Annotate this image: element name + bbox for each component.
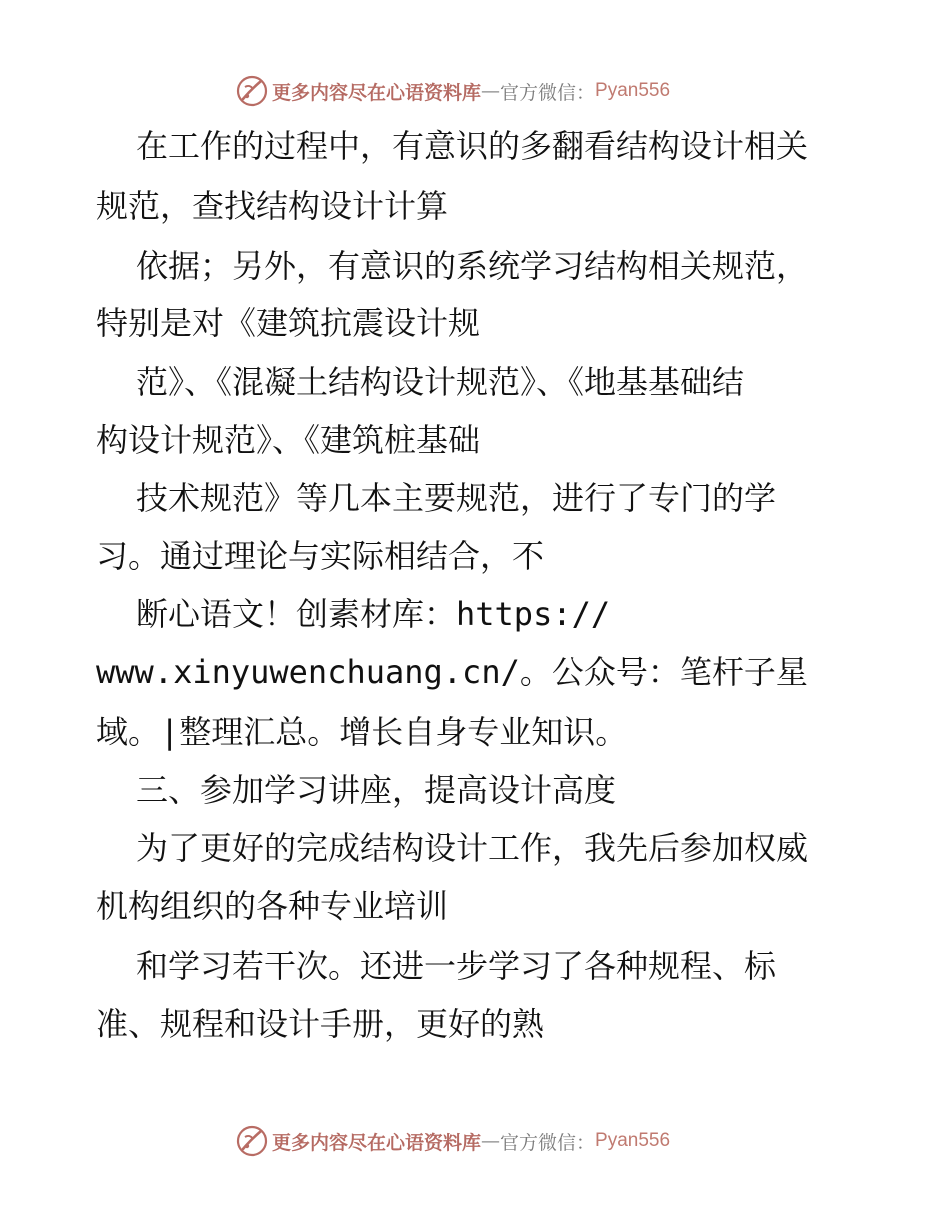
watermark-main-text: 更多内容尽在心语资料库: [272, 81, 482, 104]
watermark-dash: —: [481, 80, 501, 102]
text-line: 依据；另外，有意识的系统学习结构相关规范，: [136, 247, 809, 285]
text-line: 在工作的过程中，有意识的多翻看结构设计相关: [136, 127, 809, 165]
watermark-wechat-label: 官方微信：: [500, 81, 596, 104]
watermark-main-text: 更多内容尽在心语资料库: [272, 1131, 482, 1154]
text-line: 规范，查找结构设计计算: [96, 187, 449, 225]
text-line: 范》、《混凝土结构设计规范》、《地基基础结: [136, 363, 745, 401]
text-line: 构设计规范》、《建筑桩基础: [96, 421, 481, 459]
text-line: 特别是对《建筑抗震设计规: [96, 304, 481, 342]
text-line: 技术规范》等几本主要规范，进行了专门的学: [136, 479, 777, 517]
text-line: 断心语文！创素材库：https://: [136, 595, 611, 633]
text-line: www.xinyuwenchuang.cn/。公众号：笔杆子星: [96, 653, 808, 691]
text-line: 和学习若干次。还进一步学习了各种规程、标: [136, 947, 777, 985]
text-line: 域。|整理汇总。增长自身专业知识。: [96, 713, 628, 751]
watermark-wechat-label: 官方微信：: [500, 1131, 596, 1154]
watermark-dash: —: [481, 1130, 501, 1152]
watermark-wechat-id: Pyan556: [595, 80, 671, 101]
section-heading: 三、参加学习讲座，提高设计高度: [136, 771, 617, 809]
text-line: 机构组织的各种专业培训: [96, 887, 449, 925]
pen-logo-icon: [236, 1125, 268, 1157]
watermark-wechat-id: Pyan556: [595, 1130, 671, 1151]
footer-watermark: [236, 1124, 670, 1158]
text-line: 准、规程和设计手册，更好的熟: [96, 1005, 545, 1043]
text-line: 为了更好的完成结构设计工作，我先后参加权威: [136, 829, 809, 867]
text-line: 习。通过理论与实际相结合，不: [96, 537, 545, 575]
